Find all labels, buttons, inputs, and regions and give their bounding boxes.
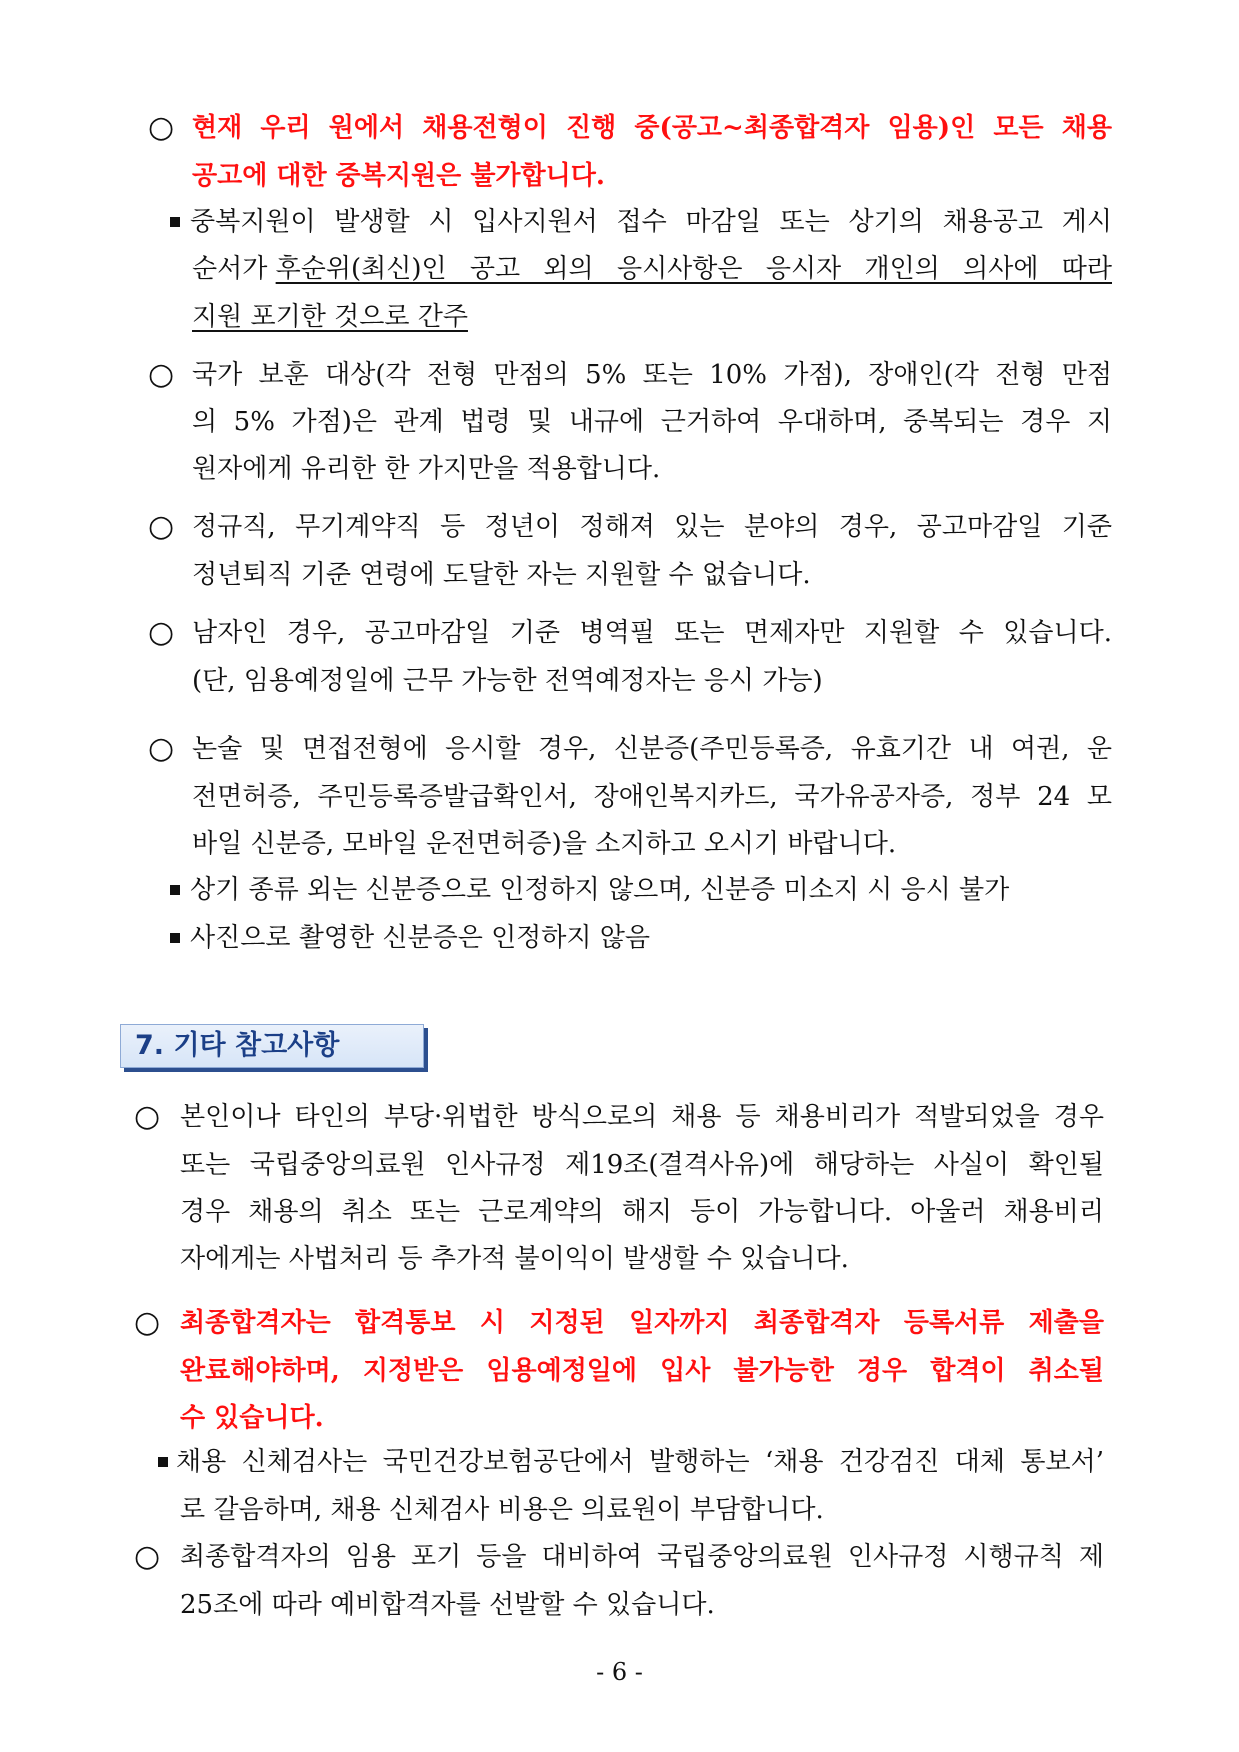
note-1-line-2: 공고에 대한 중복지원은 불가합니다. (192, 161, 605, 191)
section-7-item-2-line-2: 완료해야하며, 지정받은 임용예정일에 입사 불가능한 경우 합격이 취소될 (180, 1356, 1104, 1386)
section-7-item-1-line-2: 또는 국립중앙의료원 인사규정 제19조(결격사유)에 해당하는 사실이 확인될 (180, 1150, 1104, 1180)
circle-bullet-icon: ○ (134, 1099, 161, 1134)
note-1-sub-line-3: 지원 포기한 것으로 간주 (192, 302, 468, 332)
square-bullet-icon (170, 933, 180, 943)
note-5-sub-2: 사진으로 촬영한 신분증은 인정하지 않음 (190, 923, 651, 953)
section-7-item-3-line-2: 25조에 따라 예비합격자를 선발할 수 있습니다. (180, 1590, 715, 1620)
section-7-item-2-line-3: 수 있습니다. (180, 1403, 324, 1433)
square-bullet-icon (170, 217, 180, 227)
circle-bullet-icon: ○ (134, 1539, 161, 1574)
note-3-line-2: 정년퇴직 기준 연령에 도달한 자는 지원할 수 없습니다. (192, 560, 811, 590)
note-1-sub-line-1: 중복지원이 발생할 시 입사지원서 접수 마감일 또는 상기의 채용공고 게시 (190, 207, 1112, 237)
circle-bullet-icon: ○ (148, 731, 175, 766)
note-2-line-3: 원자에게 유리한 한 가지만을 적용합니다. (192, 454, 661, 484)
note-5-line-2: 전면허증, 주민등록증발급확인서, 장애인복지카드, 국가유공자증, 정부 24 모 (192, 782, 1112, 812)
page-number: - 6 - (596, 1658, 643, 1686)
note-5-line-3: 바일 신분증, 모바일 운전면허증)을 소지하고 오시기 바랍니다. (192, 829, 897, 859)
section-7-item-1-line-4: 자에게는 사법처리 등 추가적 불이익이 발생할 수 있습니다. (180, 1244, 849, 1274)
section-7-item-2-sub-line-2: 로 갈음하며, 채용 신체검사 비용은 의료원이 부담합니다. (180, 1495, 824, 1525)
note-1-line-1: 현재 우리 원에서 채용전형이 진행 중(공고~최종합격자 임용)인 모든 채용 (192, 113, 1112, 143)
circle-bullet-icon: ○ (148, 110, 175, 145)
circle-bullet-icon: ○ (148, 615, 175, 650)
square-bullet-icon (170, 885, 180, 895)
note-5-line-1: 논술 및 면접전형에 응시할 경우, 신분증(주민등록증, 유효기간 내 여권, 운 (192, 734, 1112, 764)
note-3-line-1: 정규직, 무기계약직 등 정년이 정해져 있는 분야의 경우, 공고마감일 기준 (192, 512, 1112, 542)
note-1-sub-line-2 (192, 252, 1112, 286)
note-4-line-2: (단, 임용예정일에 근무 가능한 전역예정자는 응시 가능) (192, 666, 823, 696)
note-4-line-1: 남자인 경우, 공고마감일 기준 병역필 또는 면제자만 지원할 수 있습니다. (192, 618, 1112, 648)
circle-bullet-icon: ○ (148, 509, 175, 544)
section-7-heading-box (120, 1024, 424, 1068)
square-bullet-icon (158, 1457, 168, 1467)
note-2-line-2: 의 5% 가점)은 관계 법령 및 내규에 근거하여 우대하며, 중복되는 경우 지 (192, 407, 1112, 437)
section-7-item-3-line-1: 최종합격자의 임용 포기 등을 대비하여 국립중앙의료원 인사규정 시행규칙 제 (180, 1542, 1104, 1572)
section-7-item-1-line-3: 경우 채용의 취소 또는 근로계약의 해지 등이 가능합니다. 아울러 채용비리 (180, 1197, 1104, 1227)
section-7-item-1-line-1: 본인이나 타인의 부당·위법한 방식으로의 채용 등 채용비리가 적발되었을 경우 (180, 1102, 1104, 1132)
note-1-sub-line-2-underlined: 후순위(최신)인 공고 외의 응시사항은 응시자 개인의 의사에 따라 (275, 254, 1112, 284)
note-5-sub-1: 상기 종류 외는 신분증으로 인정하지 않으며, 신분증 미소지 시 응시 불가 (190, 875, 1010, 905)
section-7-item-2-sub-line-1: 채용 신체검사는 국민건강보험공단에서 발행하는 ‘채용 건강검진 대체 통보서’ (176, 1447, 1104, 1477)
circle-bullet-icon: ○ (148, 357, 175, 392)
section-7-heading: 7. 기타 참고사항 (135, 1030, 340, 1061)
section-7-item-2-line-1: 최종합격자는 합격통보 시 지정된 일자까지 최종합격자 등록서류 제출을 (180, 1308, 1104, 1338)
note-2-line-1: 국가 보훈 대상(각 전형 만점의 5% 또는 10% 가점), 장애인(각 전형 만점 (192, 360, 1112, 390)
note-1-sub-line-2-prefix: 순서가 (192, 254, 276, 284)
circle-bullet-icon: ○ (134, 1305, 161, 1340)
